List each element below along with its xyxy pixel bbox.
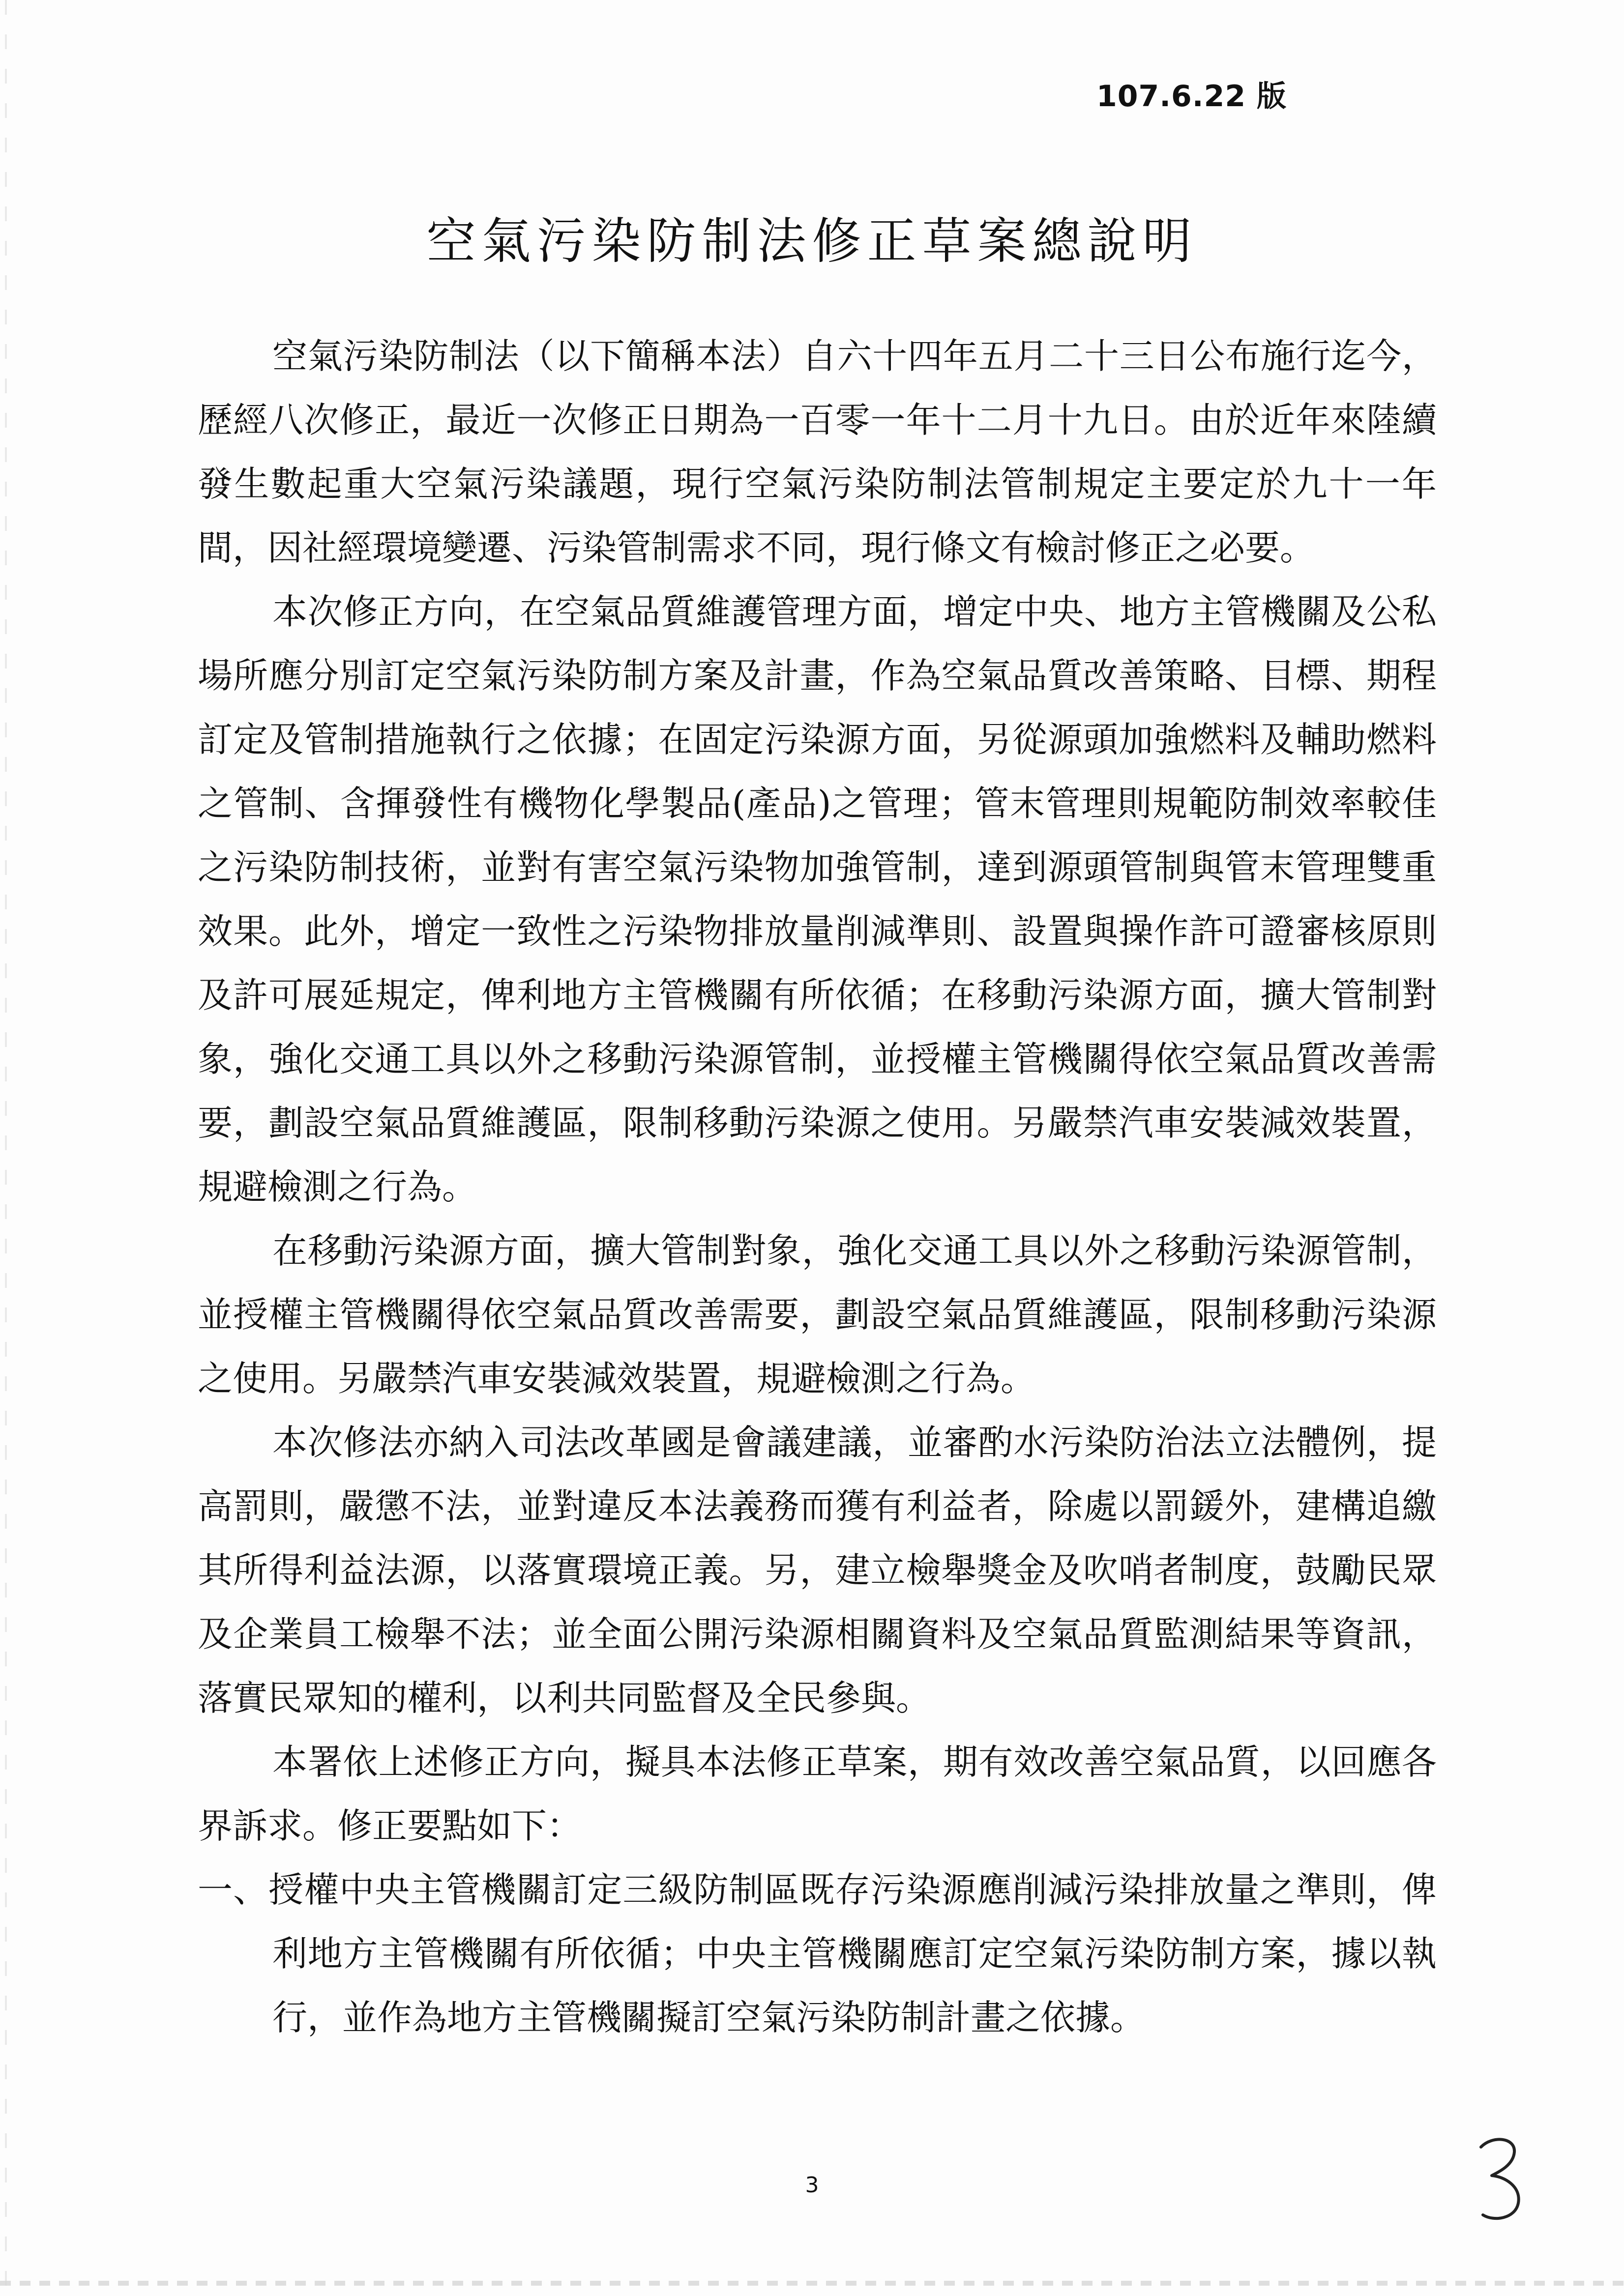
page-number: 3 [805,2173,819,2198]
handwritten-page-number-icon [1470,2128,1529,2227]
paragraph-draft-summary: 本署依上述修正方向，擬具本法修正草案，期有效改善空氣品質，以回應各界訴求。修正要點如下： [198,1742,1437,1846]
document-body [198,324,1437,2050]
paragraph-mobile-sources: 在移動污染源方面，擴大管制對象，強化交通工具以外之移動污染源管制，並授權主管機關得依空氣品質改善需要，劃設空氣品質維護區，限制移動污染源之使用。另嚴禁汽車安裝減效裝置，規避檢測之行為。 [198,1230,1437,1399]
scan-edge-left [5,0,7,2296]
version-label: 107.6.22 版 [1096,79,1287,114]
list-item-point-one: 一、授權中央主管機關訂定三級防制區既存污染源應削減污染排放量之準則，俾利地方主管機關有所依循；中央主管機關應訂定空氣污染防制方案，據以執行，並作為地方主管機關擬訂空氣污染防制計畫之依據。 [198,1869,1437,2038]
paragraph-judicial-reform: 本次修法亦納入司法改革國是會議建議，並審酌水污染防治法立法體例，提高罰則，嚴懲不法，並對違反本法義務而獲有利益者，除處以罰鍰外，建構追繳其所得利益法源，以落實環境正義。另，建立檢舉獎金及吹哨者制度，鼓勵民眾及企業員工檢舉不法；並全面公開污染源相關資料及空氣品質監測結果等資訊，落實民眾知的權利，以利共同監督及全民參與。 [198,1422,1437,1718]
document-title: 空氣污染防制法修正草案總說明 [426,212,1198,270]
paragraph-introduction: 空氣污染防制法（以下簡稱本法）自六十四年五月二十三日公布施行迄今，歷經八次修正，最近一次修正日期為一百零一年十二月十九日。由於近年來陸續發生數起重大空氣污染議題，現行空氣污染防制法管制規定主要定於九十一年間，因社經環境變遷、污染管制需求不同，現行條文有檢討修正之必要。 [198,336,1437,568]
scan-edge-bottom [0,2281,1624,2286]
paragraph-revision-direction: 本次修正方向，在空氣品質維護管理方面，增定中央、地方主管機關及公私場所應分別訂定空氣污染防制方案及計畫，作為空氣品質改善策略、目標、期程訂定及管制措施執行之依據；在固定污染源方面，另從源頭加強燃料及輔助燃料之管制、含揮發性有機物化學製品(產品)之管理；管末管理則規範防制效率較佳之污染防制技術，並對有害空氣污染物加強管制，達到源頭管制與管末管理雙重效果。此外，增定一致性之污染物排放量削減準則、設置與操作許可證審核原則及許可展延規定，俾利地方主管機關有所依循；在移動污染源方面，擴大管制對象，強化交通工具以外之移動污染源管制，並授權主管機關得依空氣品質改善需要，劃設空氣品質維護區，限制移動污染源之使用。另嚴禁汽車安裝減效裝置，規避檢測之行為。 [198,591,1437,1207]
